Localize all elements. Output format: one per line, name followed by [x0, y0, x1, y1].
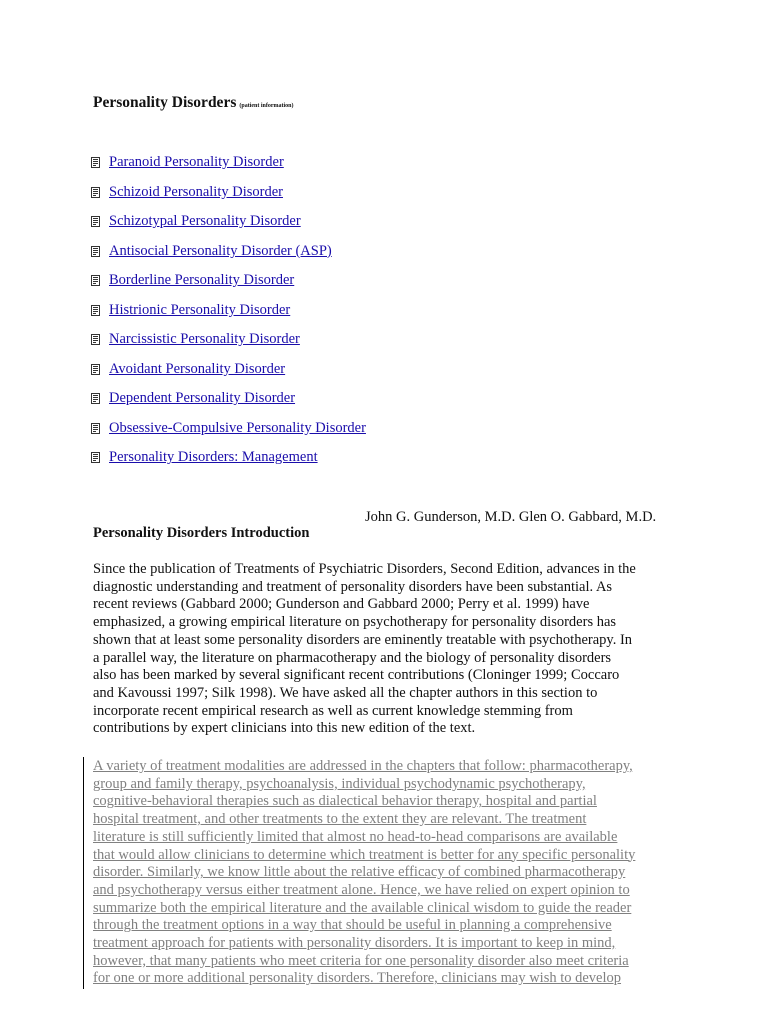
link-schizoid[interactable]: Schizoid Personality Disorder — [109, 183, 283, 200]
document-icon — [91, 423, 100, 434]
link-paranoid[interactable]: Paranoid Personality Disorder — [109, 154, 284, 171]
tracked-line: however, that many patients who meet criteria for one personality disorder also meet criteria — [93, 952, 629, 969]
tracked-line: through the treatment options in a way that should be useful in planning a comprehensive — [93, 917, 612, 934]
link-dependent[interactable]: Dependent Personality Disorder — [109, 390, 296, 407]
paragraph-line: Since the publication of Treatments of Psychiatric Disorders, Second Edition, advances in the — [93, 561, 636, 577]
tracked-line: group and family therapy, psychoanalysis, individual psychodynamic psychotherapy, — [93, 775, 586, 792]
paragraph-line: contributions by expert clinicians into this new edition of the text. — [93, 720, 476, 737]
document-icon — [91, 187, 100, 198]
link-management[interactable]: Personality Disorders: Management — [109, 449, 318, 466]
document-icon — [91, 275, 100, 286]
tracked-line: cognitive-behavioral therapies such as dialectical behavior therapy, hospital and partial — [93, 793, 597, 810]
link-item-paranoid[interactable] — [91, 148, 366, 178]
document-icon — [91, 246, 100, 257]
paragraph-line: and Kavoussi 1997; Silk 1998). We have asked all the chapter authors in this section to — [93, 684, 598, 701]
paragraph-line: also has been marked by several significant recent contributions (Cloninger 1999; Coccaro — [93, 667, 620, 684]
document-icon — [91, 393, 100, 404]
link-histrionic[interactable]: Histrionic Personality Disorder — [109, 301, 291, 318]
section-heading: Personality Disorders Introduction — [93, 525, 310, 541]
tracked-line: treatment approach for patients with personality disorders. It is important to keep in mind, — [93, 935, 616, 952]
tracked-line: hospital treatment, and other treatments to the extent they are relevant. The treatment — [93, 811, 587, 828]
paragraph-line: shown that at least some personality disorders are eminently treatable with psychotherapy. In — [93, 631, 633, 648]
link-borderline[interactable]: Borderline Personality Disorder — [109, 272, 295, 289]
page-title-text: Personality Disorders — [93, 94, 237, 111]
link-item-management[interactable] — [91, 443, 366, 473]
page-title-note: (patient information) — [239, 103, 294, 109]
link-avoidant[interactable]: Avoidant Personality Disorder — [109, 360, 286, 377]
revision-change-bar — [83, 757, 84, 989]
paragraph-line: recent reviews (Gabbard 2000; Gunderson and Gabbard 2000; Perry et al. 1999) have — [93, 596, 590, 613]
tracked-line: disorder. Similarly, we know little about the relative efficacy of combined pharmacotherapy — [93, 864, 626, 881]
link-antisocial[interactable]: Antisocial Personality Disorder (ASP) — [109, 242, 332, 259]
document-icon — [91, 364, 100, 375]
document-icon — [91, 334, 100, 345]
tracked-line: for one or more additional personality disorders. Therefore, clinicians may wish to develop — [93, 970, 622, 987]
paragraph-line: a parallel way, the literature on pharmacotherapy and the biology of personality disorders — [93, 649, 612, 666]
link-item-narcissistic[interactable] — [91, 325, 366, 355]
link-item-schizoid[interactable] — [91, 178, 366, 208]
document-icon — [91, 305, 100, 316]
tracked-line: and psychotherapy versus either treatment alone. Hence, we have relied on expert opinion to — [93, 881, 630, 898]
tracked-line: literature is still sufficiently limited that almost no head-to-head comparisons are available — [93, 828, 618, 845]
link-item-antisocial[interactable] — [91, 237, 366, 267]
link-obsessive-compulsive[interactable]: Obsessive-Compulsive Personality Disorder — [109, 419, 366, 436]
link-narcissistic[interactable]: Narcissistic Personality Disorder — [109, 331, 300, 348]
paragraph-line: emphasized, a growing empirical literature on psychotherapy for personality disorders has — [93, 614, 617, 631]
tracked-line: A variety of treatment modalities are addressed in the chapters that follow: pharmacotherapy, — [93, 758, 633, 774]
link-schizotypal[interactable]: Schizotypal Personality Disorder — [109, 213, 301, 230]
page-title — [93, 94, 294, 112]
authors-byline: John G. Gunderson, M.D. Glen O. Gabbard, M.D. — [365, 509, 657, 525]
tracked-change-paragraph — [93, 758, 675, 988]
link-item-obsessive-compulsive[interactable] — [91, 414, 366, 444]
link-item-histrionic[interactable] — [91, 296, 366, 326]
disorder-link-list — [91, 148, 366, 473]
tracked-line: summarize both the empirical literature and the available clinical wisdom to guide the reader — [93, 899, 632, 916]
link-item-avoidant[interactable] — [91, 355, 366, 385]
document-icon — [91, 452, 100, 463]
document-icon — [91, 216, 100, 227]
link-item-dependent[interactable] — [91, 384, 366, 414]
link-item-borderline[interactable] — [91, 266, 366, 296]
link-item-schizotypal[interactable] — [91, 207, 366, 237]
paragraph-line: diagnostic understanding and treatment of personality disorders have been substantial. As — [93, 578, 613, 595]
intro-paragraph — [93, 561, 675, 738]
tracked-line: that would allow clinicians to determine which treatment is better for any specific personality — [93, 846, 636, 863]
document-icon — [91, 157, 100, 168]
paragraph-line: incorporate recent empirical research as well as current knowledge stemming from — [93, 702, 573, 719]
